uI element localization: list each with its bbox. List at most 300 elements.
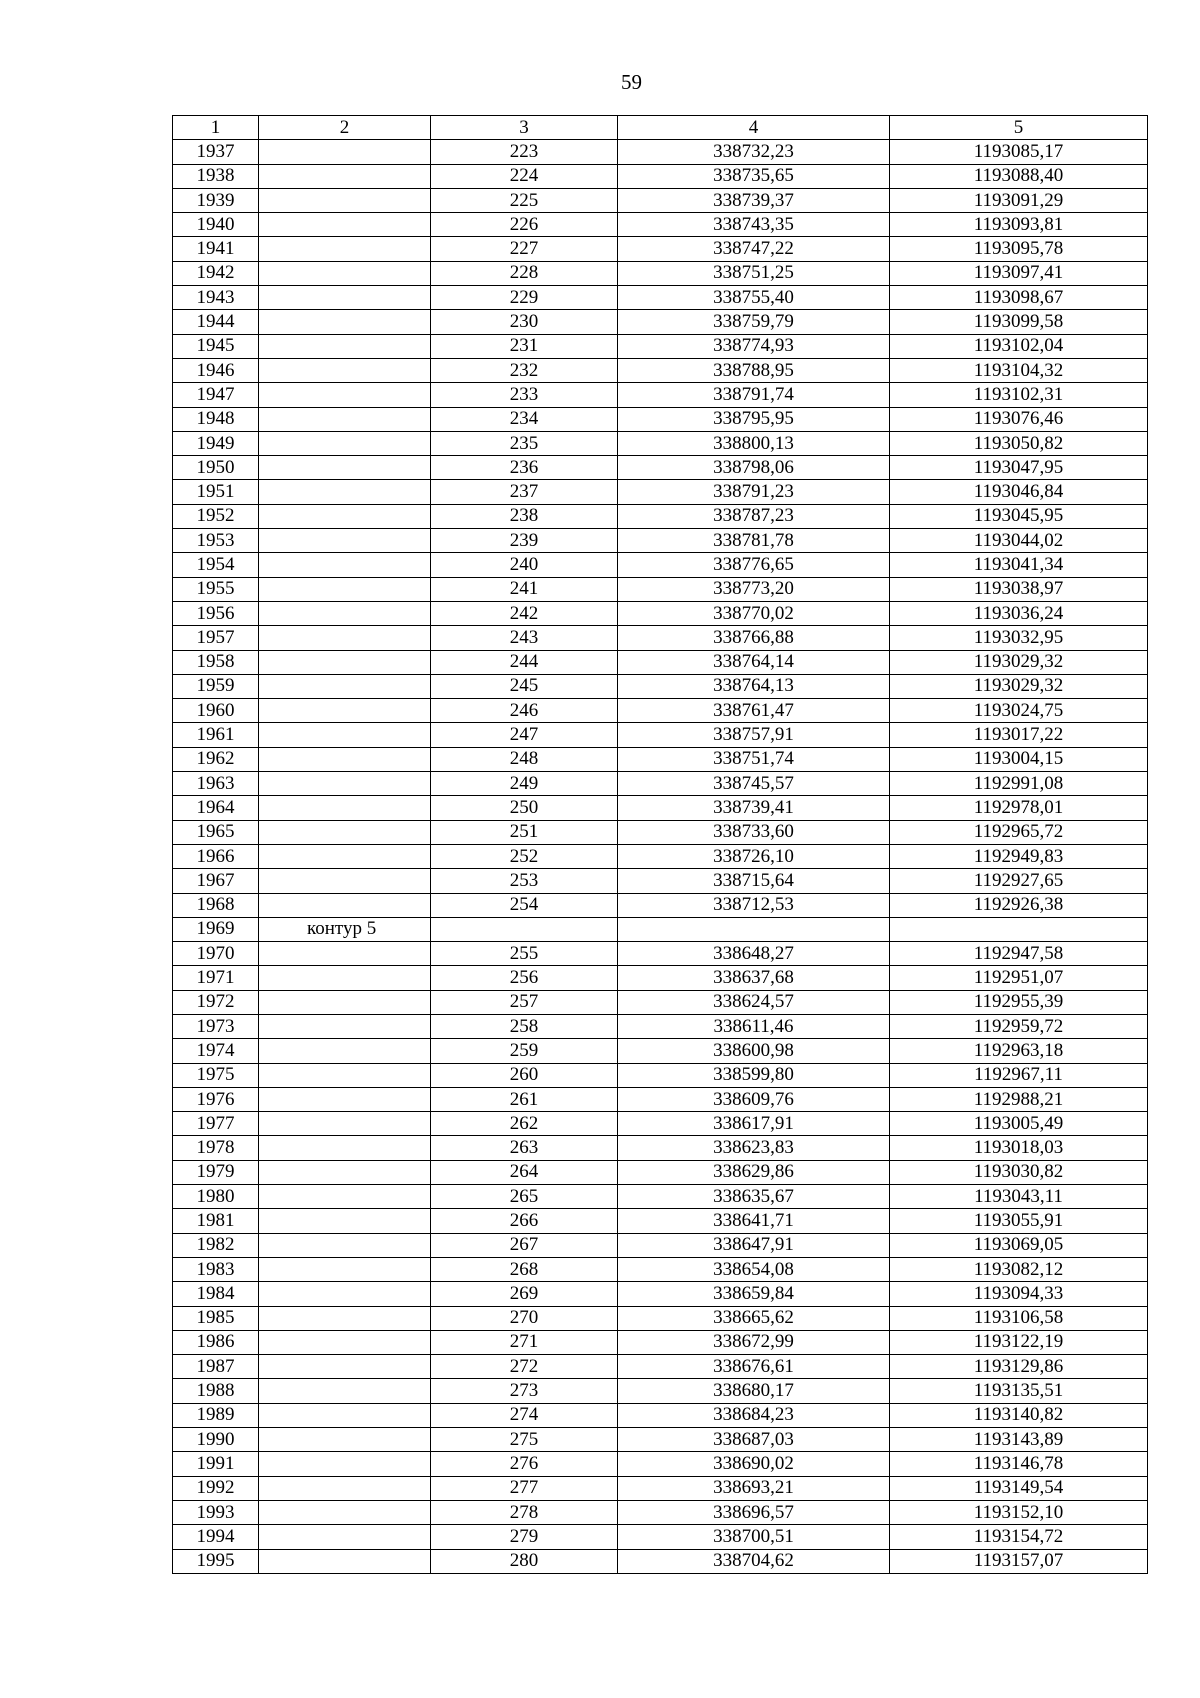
table-cell-col-5: 1193055,91 bbox=[890, 1209, 1148, 1233]
column-header-5: 5 bbox=[890, 116, 1148, 140]
table-cell-col-4: 338600,98 bbox=[618, 1039, 890, 1063]
table-cell-col-4: 338733,60 bbox=[618, 820, 890, 844]
table-cell-col-3: 280 bbox=[431, 1549, 618, 1573]
table-cell-col-2 bbox=[259, 1549, 431, 1573]
table-cell-col-2 bbox=[259, 577, 431, 601]
table-cell-col-4: 338743,35 bbox=[618, 213, 890, 237]
table-cell-col-3: 251 bbox=[431, 820, 618, 844]
table-cell-col-4: 338700,51 bbox=[618, 1525, 890, 1549]
table-cell-col-5: 1193044,02 bbox=[890, 529, 1148, 553]
table-cell-col-5: 1193036,24 bbox=[890, 601, 1148, 625]
table-cell-col-4: 338798,06 bbox=[618, 456, 890, 480]
table-cell-col-3: 232 bbox=[431, 358, 618, 382]
table-row bbox=[173, 358, 1148, 382]
table-cell-col-5: 1193093,81 bbox=[890, 213, 1148, 237]
table-cell-col-2 bbox=[259, 310, 431, 334]
table-cell-col-3: 223 bbox=[431, 140, 618, 164]
table-row bbox=[173, 261, 1148, 285]
table-cell-col-2 bbox=[259, 796, 431, 820]
table-row bbox=[173, 772, 1148, 796]
table-cell-col-4: 338755,40 bbox=[618, 286, 890, 310]
table-cell-col-4: 338739,37 bbox=[618, 188, 890, 212]
table-row bbox=[173, 529, 1148, 553]
table-row bbox=[173, 893, 1148, 917]
table-cell-col-2 bbox=[259, 601, 431, 625]
table-cell-col-3: 275 bbox=[431, 1428, 618, 1452]
table-cell-col-1: 1953 bbox=[173, 529, 259, 553]
table-row bbox=[173, 1014, 1148, 1038]
table-cell-col-2 bbox=[259, 1185, 431, 1209]
table-cell-col-5: 1193094,33 bbox=[890, 1282, 1148, 1306]
table-cell-col-4: 338617,91 bbox=[618, 1112, 890, 1136]
table-cell-col-3: 279 bbox=[431, 1525, 618, 1549]
table-row bbox=[173, 601, 1148, 625]
table-cell-col-5: 1193106,58 bbox=[890, 1306, 1148, 1330]
table-body bbox=[173, 116, 1148, 1574]
table-cell-col-2 bbox=[259, 869, 431, 893]
table-cell-col-4: 338759,79 bbox=[618, 310, 890, 334]
table-cell-col-3: 274 bbox=[431, 1403, 618, 1427]
table-cell-col-3: 242 bbox=[431, 601, 618, 625]
table-row bbox=[173, 140, 1148, 164]
table-cell-col-3: 260 bbox=[431, 1063, 618, 1087]
table-cell-col-2 bbox=[259, 1403, 431, 1427]
table-cell-col-3: 256 bbox=[431, 966, 618, 990]
table-row bbox=[173, 626, 1148, 650]
table-cell-col-3: 273 bbox=[431, 1379, 618, 1403]
table-cell-col-3: 265 bbox=[431, 1185, 618, 1209]
table-cell-col-1: 1963 bbox=[173, 772, 259, 796]
table-cell-col-5: 1193149,54 bbox=[890, 1476, 1148, 1500]
table-cell-col-1: 1951 bbox=[173, 480, 259, 504]
table-cell-col-2 bbox=[259, 1087, 431, 1111]
table-cell-col-3: 234 bbox=[431, 407, 618, 431]
table-cell-col-4: 338745,57 bbox=[618, 772, 890, 796]
table-cell-col-4: 338599,80 bbox=[618, 1063, 890, 1087]
table-row bbox=[173, 1549, 1148, 1573]
table-row bbox=[173, 747, 1148, 771]
table-cell-col-3: 258 bbox=[431, 1014, 618, 1038]
table-cell-col-1: 1987 bbox=[173, 1355, 259, 1379]
table-row bbox=[173, 796, 1148, 820]
table-cell-col-2 bbox=[259, 504, 431, 528]
table-cell-col-5: 1193122,19 bbox=[890, 1330, 1148, 1354]
table-cell-col-3: 240 bbox=[431, 553, 618, 577]
table-cell-col-1: 1979 bbox=[173, 1160, 259, 1184]
table-cell-col-4: 338659,84 bbox=[618, 1282, 890, 1306]
table-cell-col-5: 1193046,84 bbox=[890, 480, 1148, 504]
table-cell-col-5: 1192949,83 bbox=[890, 844, 1148, 868]
table-row bbox=[173, 1403, 1148, 1427]
table-cell-col-1: 1974 bbox=[173, 1039, 259, 1063]
table-cell-col-5: 1193041,34 bbox=[890, 553, 1148, 577]
table-cell-col-3: 245 bbox=[431, 674, 618, 698]
table-cell-col-3: 254 bbox=[431, 893, 618, 917]
table-row bbox=[173, 1476, 1148, 1500]
table-cell-col-2 bbox=[259, 1355, 431, 1379]
table-row bbox=[173, 504, 1148, 528]
table-cell-col-3: 266 bbox=[431, 1209, 618, 1233]
page-number: 59 bbox=[621, 70, 642, 94]
table-cell-col-2: контур 5 bbox=[259, 917, 431, 941]
table-cell-col-1: 1989 bbox=[173, 1403, 259, 1427]
table-cell-col-5: 1192965,72 bbox=[890, 820, 1148, 844]
table-cell-col-4: 338623,83 bbox=[618, 1136, 890, 1160]
table-cell-col-2 bbox=[259, 1282, 431, 1306]
table-row bbox=[173, 1257, 1148, 1281]
table-cell-col-4: 338641,71 bbox=[618, 1209, 890, 1233]
table-cell-col-3: 249 bbox=[431, 772, 618, 796]
table-cell-col-4: 338715,64 bbox=[618, 869, 890, 893]
table-cell-col-5: 1192959,72 bbox=[890, 1014, 1148, 1038]
table-cell-col-5: 1192967,11 bbox=[890, 1063, 1148, 1087]
table-cell-col-2 bbox=[259, 1306, 431, 1330]
table-cell-col-4: 338764,13 bbox=[618, 674, 890, 698]
table-cell-col-1: 1940 bbox=[173, 213, 259, 237]
table-cell-col-1: 1967 bbox=[173, 869, 259, 893]
table-cell-col-5: 1193043,11 bbox=[890, 1185, 1148, 1209]
table-cell-col-1: 1976 bbox=[173, 1087, 259, 1111]
table-cell-col-1: 1958 bbox=[173, 650, 259, 674]
table-row bbox=[173, 1087, 1148, 1111]
table-cell-col-1: 1977 bbox=[173, 1112, 259, 1136]
table-row bbox=[173, 1452, 1148, 1476]
table-cell-col-5: 1193104,32 bbox=[890, 358, 1148, 382]
table-cell-col-5: 1193140,82 bbox=[890, 1403, 1148, 1427]
table-row bbox=[173, 917, 1148, 941]
table-cell-col-1: 1973 bbox=[173, 1014, 259, 1038]
table-cell-col-5: 1193091,29 bbox=[890, 188, 1148, 212]
table-row bbox=[173, 990, 1148, 1014]
table-cell-col-5: 1193005,49 bbox=[890, 1112, 1148, 1136]
table-cell-col-2 bbox=[259, 990, 431, 1014]
table-cell-col-4: 338609,76 bbox=[618, 1087, 890, 1111]
table-cell-col-4: 338696,57 bbox=[618, 1500, 890, 1524]
table-cell-col-1: 1980 bbox=[173, 1185, 259, 1209]
table-cell-col-1: 1942 bbox=[173, 261, 259, 285]
table-cell-col-2 bbox=[259, 1452, 431, 1476]
table-cell-col-2 bbox=[259, 383, 431, 407]
table-cell-col-4: 338654,08 bbox=[618, 1257, 890, 1281]
table-cell-col-5: 1192947,58 bbox=[890, 942, 1148, 966]
table-cell-col-1: 1982 bbox=[173, 1233, 259, 1257]
table-row bbox=[173, 966, 1148, 990]
table-row bbox=[173, 213, 1148, 237]
table-cell-col-1: 1971 bbox=[173, 966, 259, 990]
table-cell-col-1: 1972 bbox=[173, 990, 259, 1014]
table-cell-col-1: 1945 bbox=[173, 334, 259, 358]
table-row bbox=[173, 942, 1148, 966]
table-cell-col-2 bbox=[259, 237, 431, 261]
table-cell-col-4: 338774,93 bbox=[618, 334, 890, 358]
table-cell-col-3: 253 bbox=[431, 869, 618, 893]
table-cell-col-2 bbox=[259, 261, 431, 285]
table-cell-col-1: 1949 bbox=[173, 431, 259, 455]
table-cell-col-3: 239 bbox=[431, 529, 618, 553]
table-cell-col-4: 338770,02 bbox=[618, 601, 890, 625]
table-cell-col-1: 1950 bbox=[173, 456, 259, 480]
table-cell-col-3 bbox=[431, 917, 618, 941]
table-cell-col-4: 338732,23 bbox=[618, 140, 890, 164]
table-cell-col-4: 338800,13 bbox=[618, 431, 890, 455]
table-cell-col-3: 269 bbox=[431, 1282, 618, 1306]
table-cell-col-3: 243 bbox=[431, 626, 618, 650]
table-cell-col-1: 1986 bbox=[173, 1330, 259, 1354]
table-cell-col-4: 338687,03 bbox=[618, 1428, 890, 1452]
table-cell-col-4: 338791,74 bbox=[618, 383, 890, 407]
table-row bbox=[173, 1160, 1148, 1184]
table-cell-col-4: 338676,61 bbox=[618, 1355, 890, 1379]
table-cell-col-5: 1193004,15 bbox=[890, 747, 1148, 771]
table-cell-col-3: 250 bbox=[431, 796, 618, 820]
table-cell-col-2 bbox=[259, 1209, 431, 1233]
table-cell-col-2 bbox=[259, 844, 431, 868]
column-header-2: 2 bbox=[259, 116, 431, 140]
table-cell-col-2 bbox=[259, 1476, 431, 1500]
table-cell-col-5: 1192978,01 bbox=[890, 796, 1148, 820]
table-cell-col-2 bbox=[259, 942, 431, 966]
table-cell-col-4: 338781,78 bbox=[618, 529, 890, 553]
table-row bbox=[173, 844, 1148, 868]
table-cell-col-2 bbox=[259, 1063, 431, 1087]
table-cell-col-1: 1990 bbox=[173, 1428, 259, 1452]
table-cell-col-5: 1193038,97 bbox=[890, 577, 1148, 601]
table-cell-col-4: 338776,65 bbox=[618, 553, 890, 577]
table-cell-col-5: 1192963,18 bbox=[890, 1039, 1148, 1063]
table-cell-col-1: 1947 bbox=[173, 383, 259, 407]
table-row bbox=[173, 650, 1148, 674]
table-cell-col-2 bbox=[259, 626, 431, 650]
table-cell-col-4: 338787,23 bbox=[618, 504, 890, 528]
table-row bbox=[173, 869, 1148, 893]
table-cell-col-3: 263 bbox=[431, 1136, 618, 1160]
table-cell-col-2 bbox=[259, 1330, 431, 1354]
table-row bbox=[173, 1112, 1148, 1136]
column-header-4: 4 bbox=[618, 116, 890, 140]
table-cell-col-4: 338624,57 bbox=[618, 990, 890, 1014]
table-cell-col-5: 1193098,67 bbox=[890, 286, 1148, 310]
table-cell-col-1: 1993 bbox=[173, 1500, 259, 1524]
table-cell-col-4: 338684,23 bbox=[618, 1403, 890, 1427]
table-row bbox=[173, 310, 1148, 334]
table-cell-col-2 bbox=[259, 1014, 431, 1038]
table-cell-col-4: 338766,88 bbox=[618, 626, 890, 650]
table-cell-col-4: 338726,10 bbox=[618, 844, 890, 868]
table-cell-col-1: 1962 bbox=[173, 747, 259, 771]
table-cell-col-5: 1193095,78 bbox=[890, 237, 1148, 261]
table-cell-col-1: 1991 bbox=[173, 1452, 259, 1476]
table-cell-col-2 bbox=[259, 723, 431, 747]
table-cell-col-4: 338791,23 bbox=[618, 480, 890, 504]
table-cell-col-5: 1192955,39 bbox=[890, 990, 1148, 1014]
table-cell-col-4: 338680,17 bbox=[618, 1379, 890, 1403]
table-row bbox=[173, 723, 1148, 747]
table-cell-col-3: 261 bbox=[431, 1087, 618, 1111]
table-cell-col-3: 277 bbox=[431, 1476, 618, 1500]
table-cell-col-2 bbox=[259, 529, 431, 553]
table-cell-col-1: 1970 bbox=[173, 942, 259, 966]
table-cell-col-3: 272 bbox=[431, 1355, 618, 1379]
table-cell-col-1: 1985 bbox=[173, 1306, 259, 1330]
table-cell-col-1: 1975 bbox=[173, 1063, 259, 1087]
table-cell-col-1: 1995 bbox=[173, 1549, 259, 1573]
column-header-1: 1 bbox=[173, 116, 259, 140]
table-cell-col-2 bbox=[259, 1500, 431, 1524]
table-row bbox=[173, 1136, 1148, 1160]
table-row bbox=[173, 1379, 1148, 1403]
table-cell-col-3: 228 bbox=[431, 261, 618, 285]
table-cell-col-3: 276 bbox=[431, 1452, 618, 1476]
table-row bbox=[173, 480, 1148, 504]
table-cell-col-3: 267 bbox=[431, 1233, 618, 1257]
table-cell-col-1: 1938 bbox=[173, 164, 259, 188]
table-row bbox=[173, 1428, 1148, 1452]
table-cell-col-4: 338795,95 bbox=[618, 407, 890, 431]
table-cell-col-5: 1193085,17 bbox=[890, 140, 1148, 164]
table-cell-col-2 bbox=[259, 1428, 431, 1452]
table-cell-col-2 bbox=[259, 674, 431, 698]
table-cell-col-5: 1192926,38 bbox=[890, 893, 1148, 917]
table-row bbox=[173, 577, 1148, 601]
table-cell-col-5: 1193047,95 bbox=[890, 456, 1148, 480]
table-cell-col-1: 1952 bbox=[173, 504, 259, 528]
table-cell-col-4: 338761,47 bbox=[618, 699, 890, 723]
table-cell-col-3: 229 bbox=[431, 286, 618, 310]
table-cell-col-1: 1964 bbox=[173, 796, 259, 820]
table-cell-col-2 bbox=[259, 140, 431, 164]
table-cell-col-1: 1984 bbox=[173, 1282, 259, 1306]
table-row bbox=[173, 820, 1148, 844]
table-row bbox=[173, 383, 1148, 407]
table-cell-col-2 bbox=[259, 893, 431, 917]
table-cell-col-4: 338629,86 bbox=[618, 1160, 890, 1184]
table-cell-col-5: 1193097,41 bbox=[890, 261, 1148, 285]
table-cell-col-3: 244 bbox=[431, 650, 618, 674]
table-cell-col-1: 1959 bbox=[173, 674, 259, 698]
table-cell-col-3: 235 bbox=[431, 431, 618, 455]
table-cell-col-5: 1193154,72 bbox=[890, 1525, 1148, 1549]
table-cell-col-1: 1988 bbox=[173, 1379, 259, 1403]
table-cell-col-5: 1193050,82 bbox=[890, 431, 1148, 455]
table-cell-col-4: 338672,99 bbox=[618, 1330, 890, 1354]
table-cell-col-5: 1193032,95 bbox=[890, 626, 1148, 650]
table-cell-col-3: 278 bbox=[431, 1500, 618, 1524]
table-cell-col-3: 262 bbox=[431, 1112, 618, 1136]
table-cell-col-2 bbox=[259, 772, 431, 796]
table-cell-col-5 bbox=[890, 917, 1148, 941]
table-cell-col-2 bbox=[259, 480, 431, 504]
table-cell-col-5: 1193152,10 bbox=[890, 1500, 1148, 1524]
table-cell-col-4: 338751,74 bbox=[618, 747, 890, 771]
table-cell-col-4: 338637,68 bbox=[618, 966, 890, 990]
table-cell-col-3: 270 bbox=[431, 1306, 618, 1330]
table-cell-col-1: 1981 bbox=[173, 1209, 259, 1233]
table-cell-col-3: 252 bbox=[431, 844, 618, 868]
table-row bbox=[173, 1282, 1148, 1306]
table-cell-col-1: 1954 bbox=[173, 553, 259, 577]
table-cell-col-4: 338693,21 bbox=[618, 1476, 890, 1500]
table-cell-col-1: 1956 bbox=[173, 601, 259, 625]
table-cell-col-4: 338739,41 bbox=[618, 796, 890, 820]
table-row bbox=[173, 1063, 1148, 1087]
table-cell-col-1: 1968 bbox=[173, 893, 259, 917]
table-cell-col-4: 338690,02 bbox=[618, 1452, 890, 1476]
table-cell-col-2 bbox=[259, 407, 431, 431]
table-cell-col-5: 1193029,32 bbox=[890, 650, 1148, 674]
table-cell-col-4: 338751,25 bbox=[618, 261, 890, 285]
table-cell-col-3: 247 bbox=[431, 723, 618, 747]
table-header-row bbox=[173, 116, 1148, 140]
table-cell-col-3: 241 bbox=[431, 577, 618, 601]
table-cell-col-1: 1978 bbox=[173, 1136, 259, 1160]
table-cell-col-3: 231 bbox=[431, 334, 618, 358]
table-cell-col-1: 1939 bbox=[173, 188, 259, 212]
table-cell-col-5: 1193099,58 bbox=[890, 310, 1148, 334]
table-row bbox=[173, 1355, 1148, 1379]
table-cell-col-4 bbox=[618, 917, 890, 941]
table-cell-col-2 bbox=[259, 747, 431, 771]
table-cell-col-4: 338647,91 bbox=[618, 1233, 890, 1257]
table-cell-col-2 bbox=[259, 213, 431, 237]
table-row bbox=[173, 237, 1148, 261]
table-row bbox=[173, 1330, 1148, 1354]
table-row bbox=[173, 674, 1148, 698]
table-cell-col-1: 1961 bbox=[173, 723, 259, 747]
table-row bbox=[173, 286, 1148, 310]
table-cell-col-2 bbox=[259, 1233, 431, 1257]
table-cell-col-3: 271 bbox=[431, 1330, 618, 1354]
table-row bbox=[173, 1306, 1148, 1330]
table-cell-col-2 bbox=[259, 553, 431, 577]
table-cell-col-5: 1193135,51 bbox=[890, 1379, 1148, 1403]
table-cell-col-2 bbox=[259, 456, 431, 480]
table-cell-col-1: 1994 bbox=[173, 1525, 259, 1549]
table-row bbox=[173, 1500, 1148, 1524]
column-header-3: 3 bbox=[431, 116, 618, 140]
table-cell-col-4: 338648,27 bbox=[618, 942, 890, 966]
table-cell-col-5: 1193024,75 bbox=[890, 699, 1148, 723]
table-cell-col-5: 1193102,04 bbox=[890, 334, 1148, 358]
table-row bbox=[173, 1209, 1148, 1233]
table-cell-col-2 bbox=[259, 188, 431, 212]
table-row bbox=[173, 1233, 1148, 1257]
table-cell-col-1: 1957 bbox=[173, 626, 259, 650]
table-cell-col-4: 338611,46 bbox=[618, 1014, 890, 1038]
table-cell-col-4: 338712,53 bbox=[618, 893, 890, 917]
table-cell-col-2 bbox=[259, 358, 431, 382]
table-cell-col-3: 236 bbox=[431, 456, 618, 480]
table-cell-col-2 bbox=[259, 334, 431, 358]
table-cell-col-5: 1193069,05 bbox=[890, 1233, 1148, 1257]
table-row bbox=[173, 456, 1148, 480]
table-cell-col-5: 1193102,31 bbox=[890, 383, 1148, 407]
table-row bbox=[173, 1039, 1148, 1063]
table-cell-col-1: 1941 bbox=[173, 237, 259, 261]
table-cell-col-1: 1992 bbox=[173, 1476, 259, 1500]
table-cell-col-5: 1193157,07 bbox=[890, 1549, 1148, 1573]
table-cell-col-5: 1192951,07 bbox=[890, 966, 1148, 990]
table-cell-col-2 bbox=[259, 1379, 431, 1403]
table-cell-col-1: 1965 bbox=[173, 820, 259, 844]
table-cell-col-4: 338773,20 bbox=[618, 577, 890, 601]
table-cell-col-1: 1969 bbox=[173, 917, 259, 941]
table-cell-col-4: 338635,67 bbox=[618, 1185, 890, 1209]
table-cell-col-1: 1944 bbox=[173, 310, 259, 334]
table-row bbox=[173, 431, 1148, 455]
table-cell-col-3: 268 bbox=[431, 1257, 618, 1281]
table-row bbox=[173, 1525, 1148, 1549]
coordinates-table bbox=[172, 115, 1148, 1574]
